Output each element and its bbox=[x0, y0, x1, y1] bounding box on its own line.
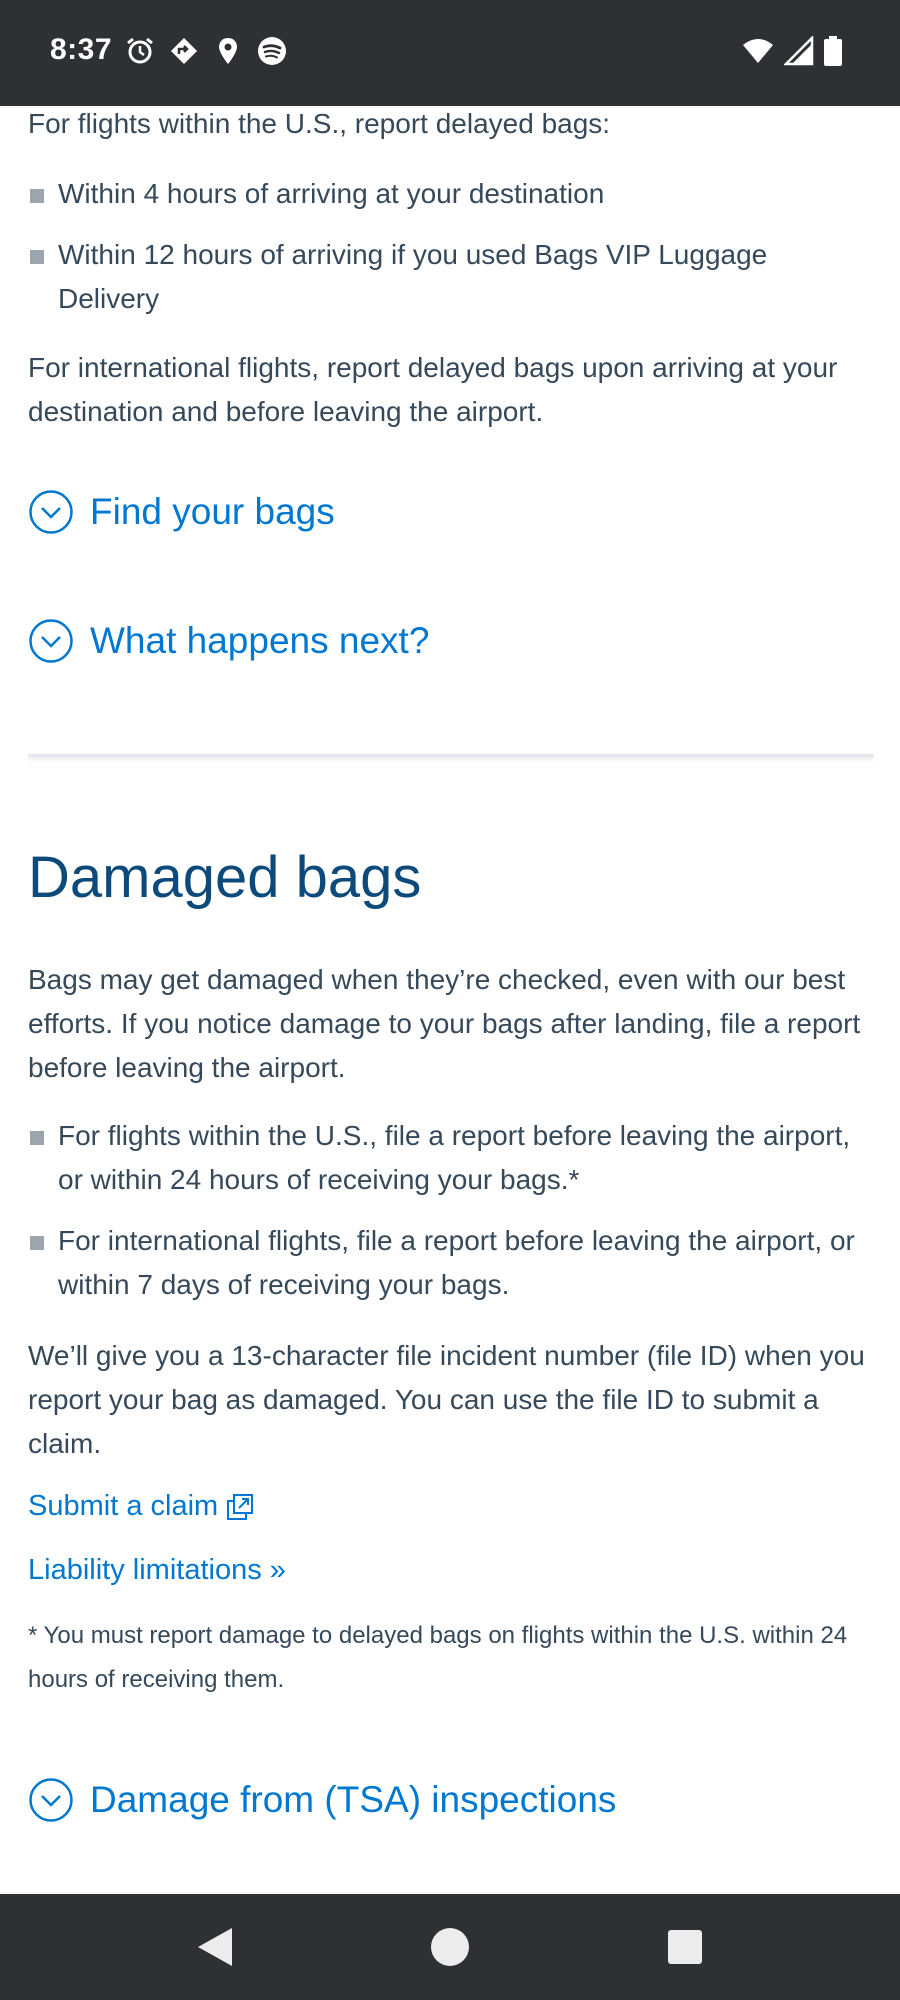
chevron-down-circle-icon bbox=[28, 489, 74, 535]
delayed-bullet-list bbox=[28, 172, 874, 321]
external-link-icon bbox=[226, 1493, 254, 1521]
bullet-text: Within 12 hours of arriving if you used Bags VIP Luggage Delivery bbox=[58, 239, 768, 314]
accordion-label: What happens next? bbox=[90, 620, 430, 661]
section-divider bbox=[28, 754, 874, 757]
delayed-intro: For flights within the U.S., report delayed bags: bbox=[28, 108, 611, 139]
damaged-intro: Bags may get damaged when they’re checked, even with our best efforts. If you notice damage to your bags after landing, file a report before leaving the airport. bbox=[28, 964, 861, 1083]
accordion-label: Find your bags bbox=[90, 491, 335, 532]
bullet-marker bbox=[30, 1236, 44, 1250]
accordion-find-your-bags[interactable] bbox=[28, 489, 335, 535]
status-icons-left bbox=[125, 36, 287, 66]
submit-claim-link[interactable] bbox=[28, 1490, 254, 1523]
footnote: * You must report damage to delayed bags on flights within the U.S. within 24 hours of receiving them. bbox=[28, 1622, 848, 1693]
battery-icon bbox=[824, 36, 842, 66]
status-time: 8:37 bbox=[50, 33, 113, 66]
list-item bbox=[28, 172, 874, 216]
list-item bbox=[28, 1114, 874, 1202]
liability-limitations-link[interactable]: Liability limitations » bbox=[28, 1554, 286, 1586]
bullet-marker bbox=[30, 250, 44, 264]
accordion-tsa-inspections[interactable] bbox=[28, 1777, 616, 1823]
bullet-text: For international flights, file a report before leaving the airport, or within 7 days of receiving your bags. bbox=[58, 1225, 855, 1300]
chevron-down-circle-icon bbox=[28, 618, 74, 664]
signal-icon bbox=[784, 36, 814, 66]
delayed-international: For international flights, report delayed bags upon arriving at your destination and before leaving the airport. bbox=[28, 352, 838, 427]
list-item bbox=[28, 1219, 874, 1307]
accordion-what-happens-next[interactable] bbox=[28, 618, 429, 664]
accordion-label: Damage from (TSA) inspections bbox=[90, 1779, 617, 1820]
bullet-text: For flights within the U.S., file a report before leaving the airport, or within 24 hours of receiving your bags.* bbox=[58, 1120, 851, 1195]
section-title-damaged-bags: Damaged bags bbox=[28, 845, 422, 910]
location-icon bbox=[213, 36, 243, 66]
damaged-bullet-list bbox=[28, 1114, 874, 1307]
navigation-icon bbox=[169, 36, 199, 66]
wifi-icon bbox=[742, 36, 774, 66]
bullet-marker bbox=[30, 1131, 44, 1145]
submit-claim-label: Submit a claim bbox=[28, 1490, 219, 1522]
status-bar bbox=[0, 0, 900, 106]
list-item bbox=[28, 233, 874, 321]
bullet-text: Within 4 hours of arriving at your destination bbox=[58, 178, 605, 209]
spotify-icon bbox=[257, 36, 287, 66]
alarm-icon bbox=[125, 36, 155, 66]
chevron-down-circle-icon bbox=[28, 1777, 74, 1823]
recents-icon[interactable] bbox=[662, 1924, 708, 1970]
bullet-marker bbox=[30, 189, 44, 203]
home-icon[interactable] bbox=[427, 1924, 473, 1970]
navigation-bar bbox=[0, 1894, 900, 2000]
back-icon[interactable] bbox=[192, 1924, 238, 1970]
status-icons-right bbox=[742, 36, 842, 66]
file-id-text: We’ll give you a 13-character file incident number (file ID) when you report your bag as damaged. You can use the file ID to submit a claim. bbox=[28, 1340, 865, 1459]
